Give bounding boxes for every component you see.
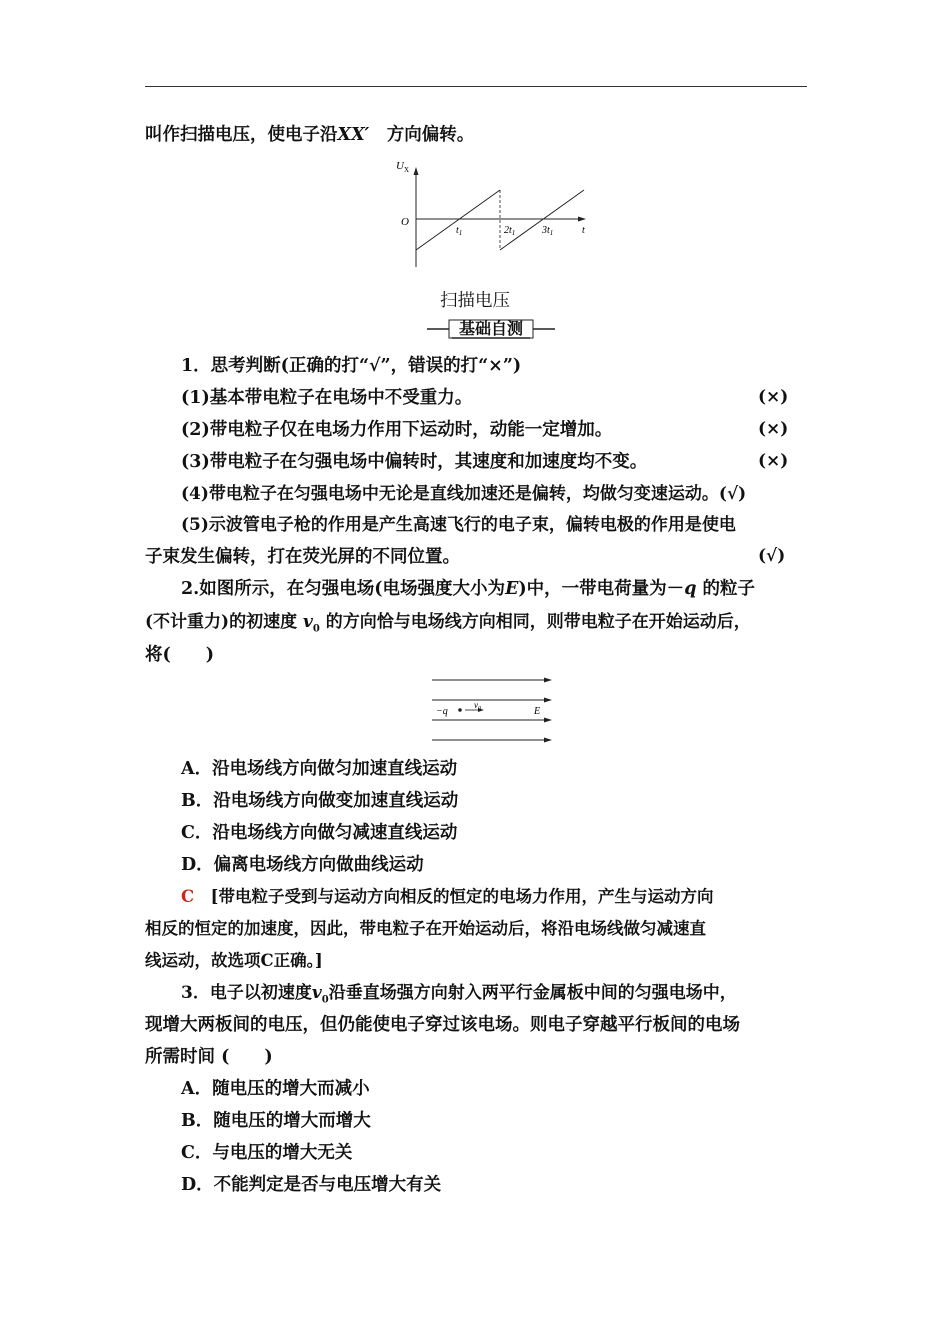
q2-stem-line2: (不计重力)的初速度 $v_0$ 的方向恰与电场线方向相同，则带电粒子在开始运动后， xyxy=(145,612,751,635)
graph-tick-3t1: $3t_1$ xyxy=(542,225,554,237)
q1-item-2-mark: (×) xyxy=(758,419,789,439)
q2-answer: C xyxy=(181,887,195,906)
graph-axis-t: t xyxy=(582,225,585,236)
q3-stem-line3: 所需时间 ( ) xyxy=(145,1047,273,1067)
q3-option-a: A．随电压的增大而减小 xyxy=(181,1079,370,1099)
q1-item-1-mark: (×) xyxy=(758,387,789,407)
electric-field-figure xyxy=(428,672,558,748)
figure-caption: 扫描电压 xyxy=(440,291,510,311)
scan-voltage-graph xyxy=(390,155,600,275)
q1-item-5-line1: (5)示波管电子枪的作用是产生高速飞行的电子束，偏转电极的作用是使电 xyxy=(181,515,736,535)
q1-item-5-mark: (√) xyxy=(758,546,786,566)
section-title: 基础自测 xyxy=(458,319,523,338)
q1-item-5-line2: 子束发生偏转，打在荧光屏的不同位置。 xyxy=(145,547,460,567)
velocity-label: $v_0$ xyxy=(474,700,481,712)
q3-stem-line2: 现增大两板间的电压，但仍能使电子穿过该电场。则电子穿越平行板间的电场 xyxy=(145,1015,740,1035)
q1-item-2: (2)带电粒子仅在电场力作用下运动时，动能一定增加。 xyxy=(181,420,613,440)
q2-stem-line1: 2.如图所示，在匀强电场(电场强度大小为E)中，一带电荷量为－q 的粒子 xyxy=(181,579,756,599)
graph-ylabel: $U_X$ xyxy=(396,160,410,174)
q1-item-4: (4)带电粒子在匀强电场中无论是直线加速还是偏转，均做匀变速运动。(√) xyxy=(181,484,747,504)
q1-item-1: (1)基本带电粒子在电场中不受重力。 xyxy=(181,388,473,408)
q1-title: 1．思考判断(正确的打“√”，错误的打“×”) xyxy=(181,356,522,376)
q3-option-b: B．随电压的增大而增大 xyxy=(181,1111,371,1131)
q2-explanation-line1: C [带电粒子受到与运动方向相反的恒定的电场力作用，产生与运动方向 xyxy=(181,887,714,906)
field-label: E xyxy=(534,706,541,717)
charge-label: −q xyxy=(436,706,448,717)
q2-explanation-line2: 相反的恒定的加速度，因此，带电粒子在开始运动后，将沿电场线做匀减速直 xyxy=(145,919,706,938)
q2-option-a: A．沿电场线方向做匀加速直线运动 xyxy=(181,759,458,779)
graph-tick-t1: $t_1$ xyxy=(456,225,463,237)
q2-option-b: B．沿电场线方向做变加速直线运动 xyxy=(181,791,459,811)
intro-line: 叫作扫描电压，使电子沿XX′ 方向偏转。 xyxy=(145,125,475,145)
q3-option-d: D．不能判定是否与电压增大有关 xyxy=(181,1175,442,1195)
header-rule xyxy=(145,86,807,87)
q2-stem-line3: 将( ) xyxy=(145,645,215,665)
q2-explanation-line3: 线运动，故选项C正确。] xyxy=(145,951,323,970)
q3-option-c: C．与电压的增大无关 xyxy=(181,1143,353,1163)
q2-option-d: D．偏离电场线方向做曲线运动 xyxy=(181,855,424,875)
q3-stem-line1: 3．电子以初速度$v_0$沿垂直场强方向射入两平行金属板中间的匀强电场中， xyxy=(181,983,737,1006)
section-banner xyxy=(427,318,555,340)
q1-item-3: (3)带电粒子在匀强电场中偏转时，其速度和加速度均不变。 xyxy=(181,452,648,472)
graph-tick-2t1: $2t_1$ xyxy=(504,225,516,237)
q1-item-3-mark: (×) xyxy=(758,451,789,471)
q2-option-c: C．沿电场线方向做匀减速直线运动 xyxy=(181,823,458,843)
graph-origin: O xyxy=(401,216,409,228)
